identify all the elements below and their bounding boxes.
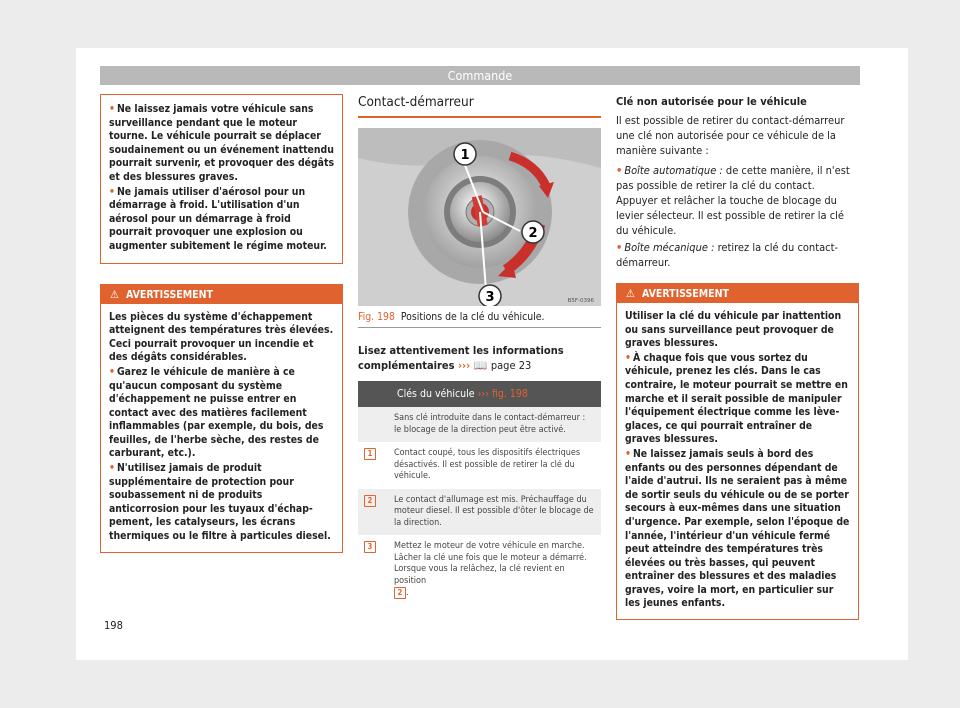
- bullet-item: • Ne jamais utiliser d'aérosol pour un démarrage à froid. L'utilisation d'un aérosol pour un démarrage à froid pourrait provoquer une explosion ou augmenter subitement le régime moteur.: [109, 185, 327, 252]
- key-positions-table: [358, 381, 601, 606]
- column-2: [358, 94, 601, 606]
- table-row: 1 Contact coupé, tous les dispositifs électriques désactivés. Il est possible de retirer la clé du véhicule.: [358, 442, 601, 489]
- warning-header: ⚠ AVERTISSEMENT: [617, 284, 858, 303]
- column-3: [616, 94, 859, 620]
- bullet-item: • N'utilisez jamais de produit supplémentaire de protection pour soubassement ni de produits anticorrosion pour les tuyaux d'échappement, les catalyseurs, les écrans thermiques ou le filtre à particules diesel.: [109, 462, 331, 543]
- page-number: 198: [104, 619, 123, 632]
- chapter-header: Commande: [100, 66, 860, 85]
- page-ref[interactable]: page 23: [490, 359, 532, 372]
- lead-paragraph: Lisez attentivement les informations complémentaires ››› 📖 page 23: [358, 344, 564, 372]
- warning-intro: Utiliser la clé du véhicule par inattention ou sans surveillance peut provoquer de graves blessures.: [625, 310, 842, 350]
- figure-ref-link[interactable]: fig. 198: [491, 388, 528, 400]
- column-1: [100, 94, 343, 553]
- book-icon: 📖: [473, 359, 488, 372]
- figure-code: B5F-0396: [567, 298, 594, 304]
- position-badge: 1: [364, 448, 376, 460]
- bullet-icon: •: [109, 103, 115, 115]
- bullet-item: • À chaque fois que vous sortez du véhicule, prenez les clés. Dans le cas contraire, le moteur pourrait se mettre en marche et il serait possible de manipuler l'équipement électrique comme les lève-glaces, ce qui pourrait entraîner de graves blessures.: [625, 351, 848, 446]
- table-row: 3 Mettez le moteur de votre véhicule en marche. Lâcher la clé une fois que le moteur a démarré. Lorsque vous la relâchez, la clé revient en position 2 .: [358, 535, 601, 606]
- svg-text:3: 3: [485, 290, 495, 305]
- warning-intro: Les pièces du système d'échappement atteignent des températures très élevées. Ceci pourrait provoquer un incendie et des dégâts considérables.: [109, 310, 334, 364]
- position-ref-badge: 2: [394, 587, 406, 599]
- intro-paragraph: Il est possible de retirer du contact-démarreur une clé non autorisée pour ce véhicule de la manière suivante :: [616, 114, 845, 157]
- bullet-item: • Ne laissez jamais votre véhicule sans surveillance pendant que le moteur tourne. Le véhicule pourrait se déplacer soudainement ou un événement inattendu pourrait survenir, et provoquer des dégâts et des blessures graves.: [109, 103, 335, 183]
- position-badge: 2: [364, 495, 376, 507]
- table-row: 2 Le contact d'allumage est mis. Préchauffage du moteur diesel. Il est possible d'ôter le blocage de la direction.: [358, 489, 601, 536]
- figure-callout-2: [522, 221, 544, 243]
- bullet-icon: •: [616, 164, 623, 177]
- warning-triangle-icon: ⚠: [110, 287, 119, 301]
- bullet-item: • Ne laissez jamais seuls à bord des enfants ou des personnes dépendant de l'aide d'autrui. Ils ne seraient pas à même de sortir seuls du véhicule ou de se porter secours à eux-mêmes dans une situation d'urgence. Par exemple, selon l'époque de l'année, l'intérieur d'un véhicule fermé peut atteindre des températures très élevées ou très basses, qui peuvent entraîner des blessures et des maladies graves, voire la mort, en particulier sur les jeunes enfants.: [625, 447, 850, 610]
- arrow-link[interactable]: ›››: [457, 359, 471, 372]
- bullet-icon: •: [616, 241, 623, 254]
- figure-caption: Fig. 198 Positions de la clé du véhicule.: [358, 311, 601, 328]
- list-item: • Boîte automatique : de cette manière, il n'est pas possible de retirer la clé du contact. Appuyer et relâcher la touche de blocage du levier sélecteur. Il est possible de retirer la clé du véhicule.: [616, 164, 850, 237]
- svg-text:1: 1: [460, 148, 470, 163]
- warning-box-key: [616, 283, 859, 620]
- warning-box-exhaust: [100, 284, 343, 553]
- bullet-item: • Garez le véhicule de manière à ce qu'aucun composant du système d'échappement ne puisse entrer en contact avec des matières facilement inflammables (par exemple, du bois, des feuilles, de l'herbe sèche, des restes de carburant, etc.).: [109, 365, 324, 460]
- position-badge: 3: [364, 541, 376, 553]
- list-item: • Boîte mécanique : retirez la clé du contact-démarreur.: [616, 241, 839, 269]
- warning-triangle-icon: ⚠: [626, 287, 635, 300]
- bullet-icon: •: [109, 462, 115, 475]
- ignition-figure: [358, 128, 601, 306]
- figure-callout-3: [479, 285, 501, 306]
- bullet-icon: •: [625, 351, 631, 364]
- svg-text:2: 2: [528, 226, 538, 241]
- subsection-heading: Clé non autorisée pour le véhicule: [616, 95, 807, 108]
- bullet-icon: •: [109, 365, 115, 378]
- section-title: Contact-démarreur: [358, 94, 601, 118]
- warning-header: ⚠ AVERTISSEMENT: [101, 285, 342, 304]
- bullet-icon: •: [109, 185, 115, 198]
- ignition-illustration: [358, 128, 601, 306]
- table-header: Clés du véhicule ››› fig. 198: [358, 381, 601, 407]
- warning-continuation-box: [100, 94, 343, 264]
- figure-callout-1: [454, 143, 476, 165]
- table-row: Sans clé introduite dans le contact-démarreur : le blocage de la direction peut être activé.: [358, 407, 601, 442]
- bullet-icon: •: [625, 447, 631, 460]
